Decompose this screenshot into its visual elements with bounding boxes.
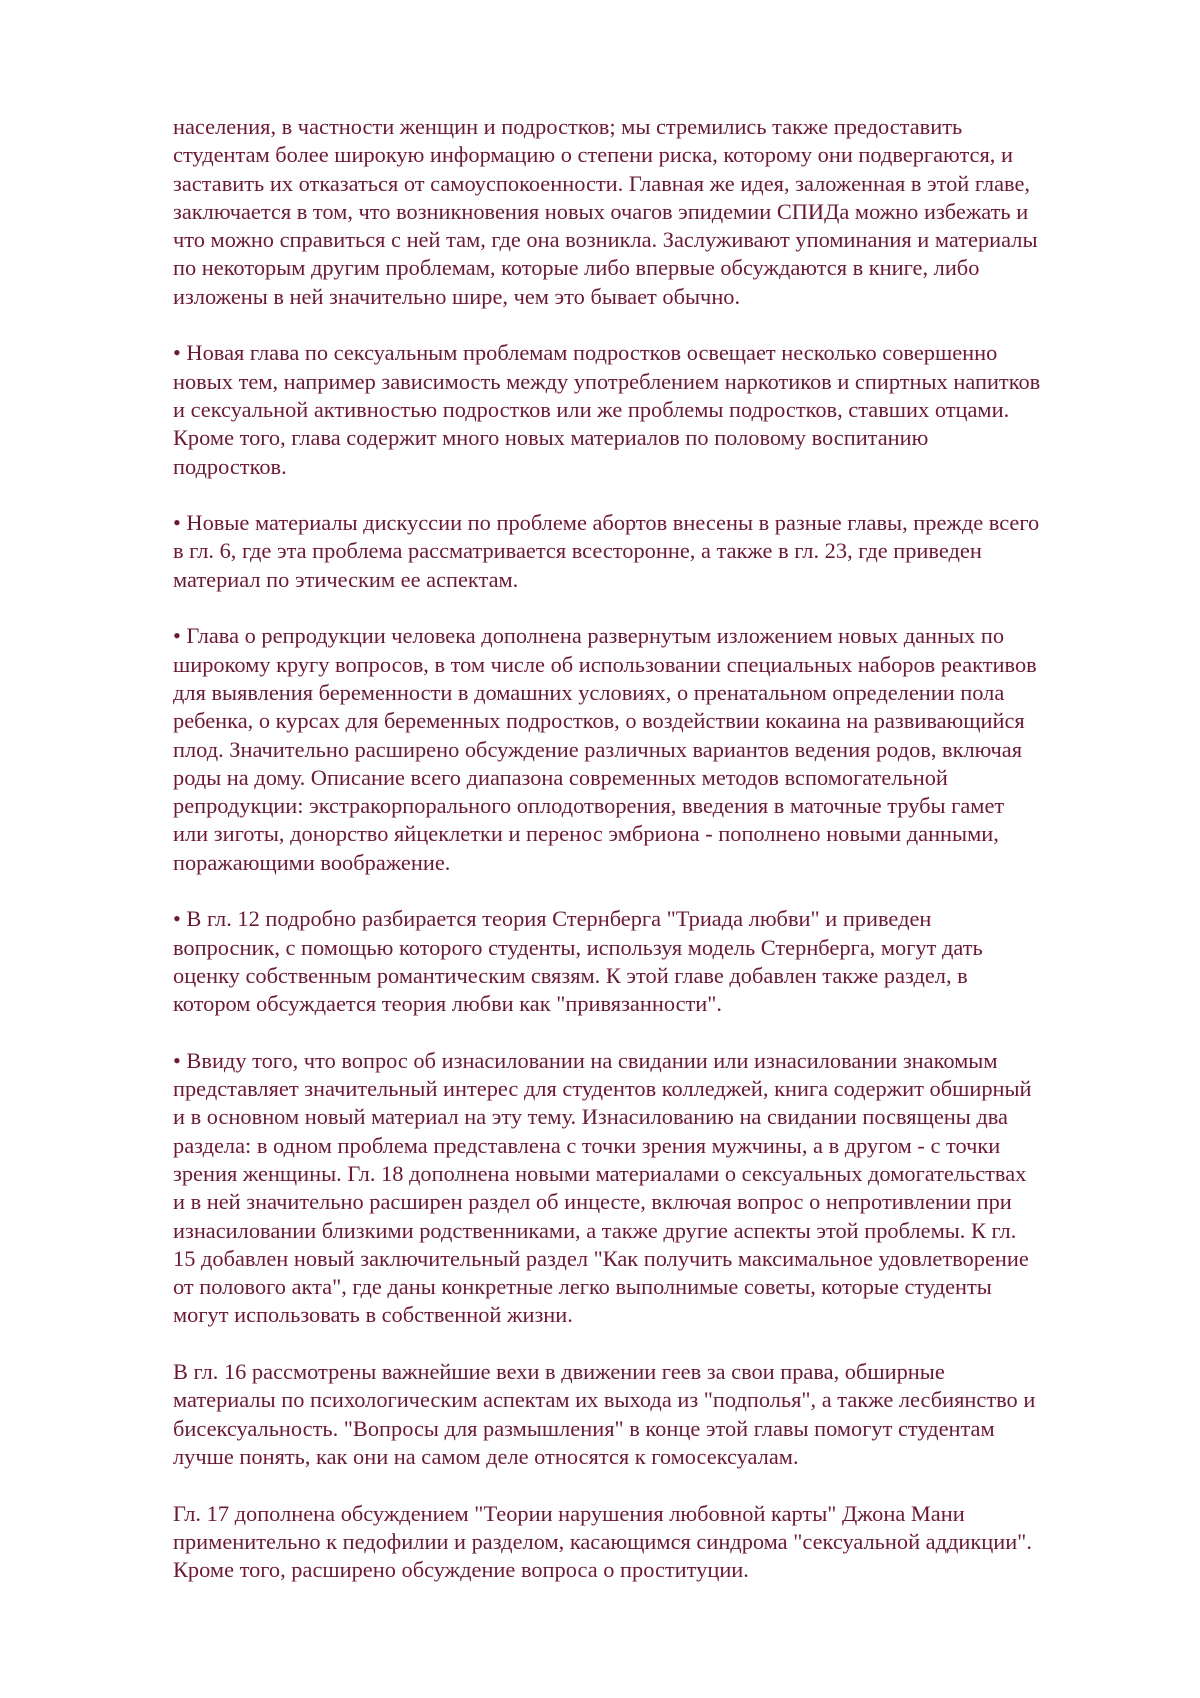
text-line: применительно к педофилии и разделом, касающимся синдрома "сексуальной аддикции". — [173, 1528, 1032, 1554]
text-line: вопросник, с помощью которого студенты, используя модель Стернберга, могут дать — [173, 934, 983, 960]
paragraph — [173, 622, 1133, 877]
text-line: репродукции: экстракорпорального оплодотворения, введения в маточные трубы гамет — [173, 793, 1005, 819]
text-line: котором обсуждается теория любви как "привязанности". — [173, 991, 723, 1017]
text-line: • Новые материалы дискуссии по проблеме абортов внесены в разные главы, прежде всего — [173, 510, 1040, 536]
text-line: зрения женщины. Гл. 18 дополнена новыми материалами о сексуальных домогательствах — [173, 1160, 1027, 1186]
text-line: заставить их отказаться от самоуспокоенности. Главная же идея, заложенная в этой главе, — [173, 170, 1031, 196]
text-line: и сексуальной активностью подростков или же проблемы подростков, ставших отцами. — [173, 396, 1010, 422]
paragraph — [173, 509, 1133, 594]
text-line: • Ввиду того, что вопрос об изнасиловании на свидании или изнасиловании знакомым — [173, 1047, 998, 1073]
paragraph — [173, 339, 1133, 480]
text-line: В гл. 16 рассмотрены важнейшие вехи в движении геев за свои права, обширные — [173, 1359, 945, 1385]
text-line: • В гл. 12 подробно разбирается теория Стернберга "Триада любви" и приведен — [173, 906, 932, 932]
text-line: и в ней значительно расширен раздел об инцесте, включая вопрос о непротивлении при — [173, 1189, 1012, 1215]
text-line: плод. Значительно расширено обсуждение различных вариантов ведения родов, включая — [173, 736, 1023, 762]
text-line: материалы по психологическим аспектам их выхода из "подполья", а также лесбиянство и — [173, 1387, 1036, 1413]
text-line: или зиготы, донорство яйцеклетки и перенос эмбриона - пополнено новыми данными, — [173, 821, 999, 847]
text-line: ребенка, о курсах для беременных подростков, о воздействии кокаина на развивающийся — [173, 708, 1025, 734]
document-body — [173, 113, 1133, 1613]
text-line: студентам более широкую информацию о степени риска, которому они подвергаются, и — [173, 142, 1013, 168]
text-line: оценку собственным романтическим связям. К этой главе добавлен также раздел, в — [173, 962, 968, 988]
text-line: населения, в частности женщин и подростков; мы стремились также предоставить — [173, 114, 963, 139]
text-line: • Глава о репродукции человека дополнена развернутым изложением новых данных по — [173, 623, 1005, 649]
paragraph — [173, 1500, 1133, 1585]
text-line: поражающими воображение. — [173, 849, 451, 875]
text-line: бисексуальность. "Вопросы для размышления" в конце этой главы помогут студентам — [173, 1415, 995, 1441]
text-line: представляет значительный интерес для студентов колледжей, книга содержит обширный — [173, 1076, 1032, 1102]
text-line: могут использовать в собственной жизни. — [173, 1302, 573, 1328]
text-line: изнасиловании близкими родственниками, а также другие аспекты этой проблемы. К гл. — [173, 1217, 1017, 1243]
text-line: Кроме того, расширено обсуждение вопроса о проституции. — [173, 1557, 749, 1583]
text-line: от полового акта", где даны конкретные легко выполнимые советы, которые студенты — [173, 1274, 992, 1300]
text-line: изложены в ней значительно шире, чем это бывает обычно. — [173, 283, 741, 309]
text-line: и в основном новый материал на эту тему. Изнасилованию на свидании посвящены два — [173, 1104, 1008, 1130]
text-line: заключается в том, что возникновения новых очагов эпидемии СПИДа можно избежать и — [173, 198, 1029, 224]
text-line: 15 добавлен новый заключительный раздел "Как получить максимальное удовлетворение — [173, 1245, 1029, 1271]
text-line: что можно справиться с ней там, где она возникла. Заслуживают упоминания и материалы — [173, 227, 1038, 253]
paragraph — [173, 905, 1133, 1018]
paragraph — [173, 1358, 1133, 1471]
text-line: подростков. — [173, 453, 287, 479]
text-line: Гл. 17 дополнена обсуждением "Теории нарушения любовной карты" Джона Мани — [173, 1500, 965, 1526]
text-line: для выявления беременности в домашних условиях, о пренатальном определении пола — [173, 679, 1005, 705]
text-line: лучше понять, как они на самом деле относятся к гомосексуалам. — [173, 1443, 799, 1469]
text-line: • Новая глава по сексуальным проблемам подростков освещает несколько совершенно — [173, 340, 998, 366]
text-line: раздела: в одном проблема представлена с точки зрения мужчины, а в другом - с точки — [173, 1132, 1001, 1158]
paragraph — [173, 1047, 1133, 1330]
text-line: в гл. 6, где эта проблема рассматривается всесторонне, а также в гл. 23, где приведен — [173, 538, 982, 564]
text-line: широкому кругу вопросов, в том числе об использовании специальных наборов реактивов — [173, 651, 1037, 677]
text-line: новых тем, например зависимость между употреблением наркотиков и спиртных напитков — [173, 368, 1041, 394]
text-line: роды на дому. Описание всего диапазона современных методов вспомогательной — [173, 764, 948, 790]
text-line: по некоторым другим проблемам, которые либо впервые обсуждаются в книге, либо — [173, 255, 980, 281]
text-line: материал по этическим ее аспектам. — [173, 566, 519, 592]
paragraph — [173, 113, 1133, 311]
text-line: Кроме того, глава содержит много новых материалов по половому воспитанию — [173, 425, 929, 451]
